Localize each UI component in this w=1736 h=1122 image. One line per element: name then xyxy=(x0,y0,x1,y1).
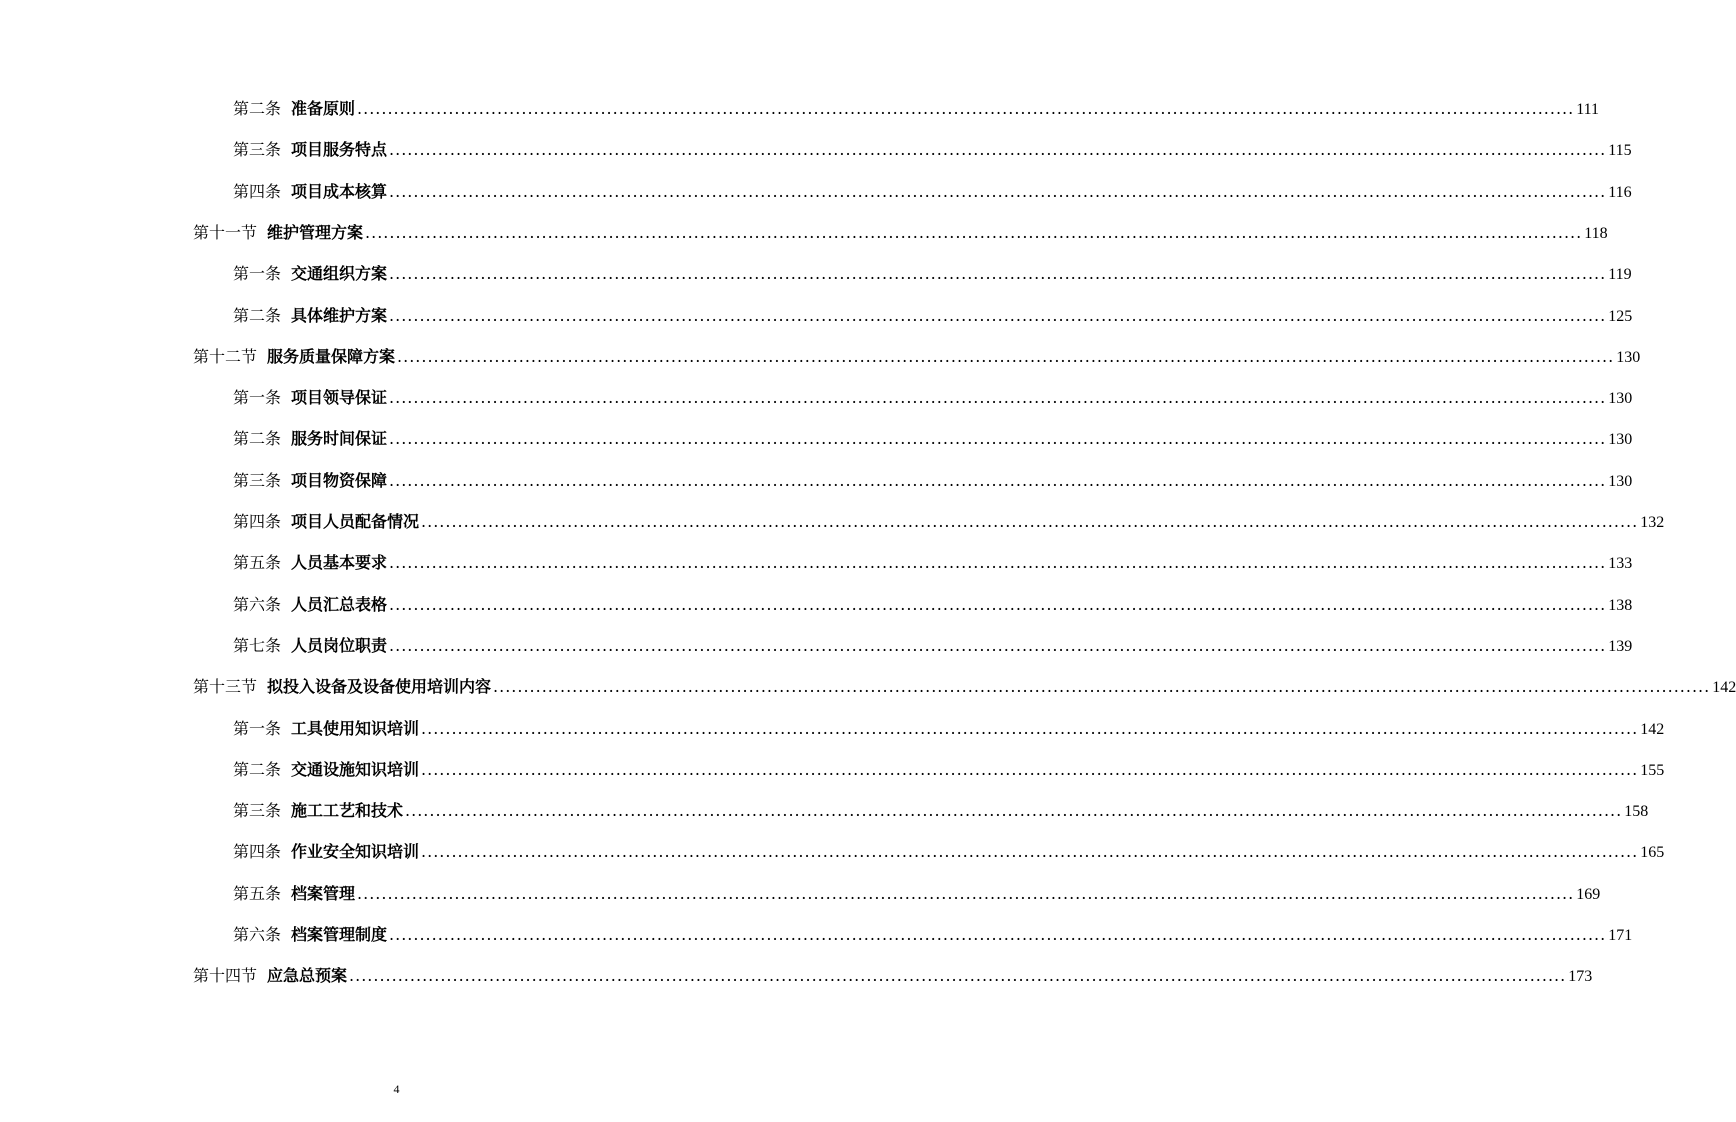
toc-entry[interactable] xyxy=(233,923,1633,947)
toc-entry-number: 第二条 xyxy=(233,759,282,779)
toc-entry-number: 第十四节 xyxy=(193,966,258,986)
toc-entry-number: 第十三节 xyxy=(193,677,258,697)
toc-entry-title: 项目服务特点 xyxy=(291,140,388,160)
toc-entry-title: 准备原则 xyxy=(291,99,356,118)
toc-entry-title: 档案管理制度 xyxy=(291,925,388,944)
toc-entry[interactable] xyxy=(233,304,1633,328)
toc-entry-number: 第三条 xyxy=(233,801,282,821)
toc-entry[interactable] xyxy=(233,840,1665,864)
toc-entry[interactable] xyxy=(193,675,1736,699)
toc-entry[interactable] xyxy=(193,221,1608,245)
toc-entry[interactable] xyxy=(233,138,1632,162)
toc-entry-title: 维护管理方案 xyxy=(267,222,364,242)
toc-entry[interactable] xyxy=(233,551,1633,575)
toc-entry-page: 155 xyxy=(1640,761,1665,779)
toc-entry-page: 116 xyxy=(1608,183,1632,201)
toc-entry[interactable] xyxy=(233,758,1665,782)
toc-entry[interactable] xyxy=(233,97,1600,121)
toc-entry-title: 项目领导保证 xyxy=(291,388,388,408)
toc-entry-number: 第二条 xyxy=(233,429,282,449)
toc-entry[interactable] xyxy=(233,717,1665,741)
toc-entry-number: 第二条 xyxy=(233,305,282,325)
toc-entry-page: 142 xyxy=(1712,679,1736,697)
toc-entry[interactable] xyxy=(233,799,1649,823)
toc-entry-number: 第四条 xyxy=(233,181,282,201)
toc-entry-title: 施工工艺和技术 xyxy=(291,801,404,821)
toc-entry-title: 交通设施知识培训 xyxy=(291,759,420,779)
toc-entry-page: 130 xyxy=(1608,390,1633,408)
toc-entry-number: 第一条 xyxy=(233,388,282,408)
toc-entry-title: 人员汇总表格 xyxy=(291,594,388,614)
dot-leader: ........................................................................................................................................................................................................ xyxy=(421,759,1639,779)
dot-leader: ........................................................................................................................................................................................................ xyxy=(365,222,1583,242)
toc-entry-number: 第五条 xyxy=(233,553,282,573)
toc-entry-title: 服务质量保障方案 xyxy=(267,346,396,366)
toc-entry-number: 第二条 xyxy=(233,99,282,118)
toc-entry-page: 119 xyxy=(1608,266,1632,284)
toc-entry-title: 具体维护方案 xyxy=(291,305,388,325)
toc-entry-title: 项目物资保障 xyxy=(291,470,388,490)
toc-entry[interactable] xyxy=(233,427,1633,451)
toc-entry-page: 139 xyxy=(1608,637,1633,655)
toc-entry-page: 173 xyxy=(1568,968,1593,986)
toc-entry-page: 130 xyxy=(1616,348,1641,366)
toc-entry-number: 第十二节 xyxy=(193,346,258,366)
toc-entry-title: 交通组织方案 xyxy=(291,264,388,284)
toc-entry-page: 111 xyxy=(1576,101,1600,118)
toc-entry[interactable] xyxy=(233,262,1632,286)
toc-entry-page: 158 xyxy=(1624,803,1649,821)
dot-leader: ........................................................................................................................................................................................................ xyxy=(421,842,1639,862)
dot-leader: ........................................................................................................................................................................................................ xyxy=(405,801,1623,821)
toc-entry[interactable] xyxy=(233,469,1633,493)
toc-entry-title: 档案管理 xyxy=(291,883,356,903)
toc-entry-number: 第四条 xyxy=(233,842,282,862)
toc-entry-page: 118 xyxy=(1584,224,1608,242)
dot-leader: ........................................................................................................................................................................................................ xyxy=(493,677,1711,697)
dot-leader: ........................................................................................................................................................................................................ xyxy=(421,512,1639,531)
dot-leader: ........................................................................................................................................................................................................ xyxy=(389,388,1607,408)
toc-entry-title: 服务时间保证 xyxy=(291,429,388,449)
dot-leader: ........................................................................................................................................................................................................ xyxy=(389,264,1607,284)
dot-leader: ........................................................................................................................................................................................................ xyxy=(389,553,1607,573)
toc-entry-title: 拟投入设备及设备使用培训内容 xyxy=(267,677,492,697)
toc-entry-title: 项目成本核算 xyxy=(291,181,388,201)
toc-entry-title: 人员基本要求 xyxy=(291,553,388,573)
dot-leader: ........................................................................................................................................................................................................ xyxy=(389,429,1607,449)
toc-entry[interactable] xyxy=(233,882,1601,906)
toc-entry-page: 132 xyxy=(1640,514,1665,531)
dot-leader: ........................................................................................................................................................................................................ xyxy=(389,140,1607,160)
toc-entry-page: 130 xyxy=(1608,431,1633,449)
dot-leader: ........................................................................................................................................................................................................ xyxy=(389,635,1607,655)
dot-leader: ........................................................................................................................................................................................................ xyxy=(389,305,1607,325)
toc-entry[interactable] xyxy=(233,510,1665,534)
toc-entry-number: 第四条 xyxy=(233,512,282,531)
toc-entry-number: 第七条 xyxy=(233,635,282,655)
page-number: 4 xyxy=(393,1082,400,1096)
toc-entry-page: 169 xyxy=(1576,885,1601,903)
toc-entry-number: 第五条 xyxy=(233,883,282,903)
dot-leader: ........................................................................................................................................................................................................ xyxy=(397,346,1615,366)
toc-entry[interactable] xyxy=(233,634,1633,658)
toc-entry-page: 133 xyxy=(1608,555,1633,573)
toc-entry-page: 125 xyxy=(1608,307,1633,325)
toc-entry[interactable] xyxy=(193,345,1641,369)
toc-entry[interactable] xyxy=(233,386,1633,410)
toc-entry-page: 115 xyxy=(1608,142,1632,160)
toc-entry-number: 第三条 xyxy=(233,470,282,490)
toc-entry-title: 人员岗位职责 xyxy=(291,635,388,655)
toc-entry-title: 作业安全知识培训 xyxy=(291,842,420,862)
toc-entry-page: 171 xyxy=(1608,927,1633,944)
toc-entry[interactable] xyxy=(233,593,1633,617)
dot-leader: ........................................................................................................................................................................................................ xyxy=(389,181,1607,201)
toc-entry-number: 第一条 xyxy=(233,264,282,284)
dot-leader: ........................................................................................................................................................................................................ xyxy=(349,966,1567,986)
toc-entry-title: 项目人员配备情况 xyxy=(291,512,420,531)
dot-leader: ........................................................................................................................................................................................................ xyxy=(389,470,1607,490)
toc-entry-title: 工具使用知识培训 xyxy=(291,718,420,738)
toc-entry-number: 第六条 xyxy=(233,925,282,944)
toc-entry[interactable] xyxy=(193,964,1593,988)
dot-leader: ........................................................................................................................................................................................................ xyxy=(357,883,1575,903)
toc-entry-page: 142 xyxy=(1640,720,1665,738)
toc-entry[interactable] xyxy=(233,180,1632,204)
dot-leader: ........................................................................................................................................................................................................ xyxy=(389,594,1607,614)
dot-leader: ........................................................................................................................................................................................................ xyxy=(389,925,1607,944)
toc-entry-title: 应急总预案 xyxy=(267,966,348,986)
toc-entry-page: 165 xyxy=(1640,844,1665,862)
toc-entry-page: 130 xyxy=(1608,472,1633,490)
dot-leader: ........................................................................................................................................................................................................ xyxy=(357,99,1575,118)
toc-entry-page: 138 xyxy=(1608,596,1633,614)
toc-entry-number: 第三条 xyxy=(233,140,282,160)
toc-entry-number: 第一条 xyxy=(233,718,282,738)
toc-entry-number: 第六条 xyxy=(233,594,282,614)
dot-leader: ........................................................................................................................................................................................................ xyxy=(421,718,1639,738)
toc-entry-number: 第十一节 xyxy=(193,222,258,242)
